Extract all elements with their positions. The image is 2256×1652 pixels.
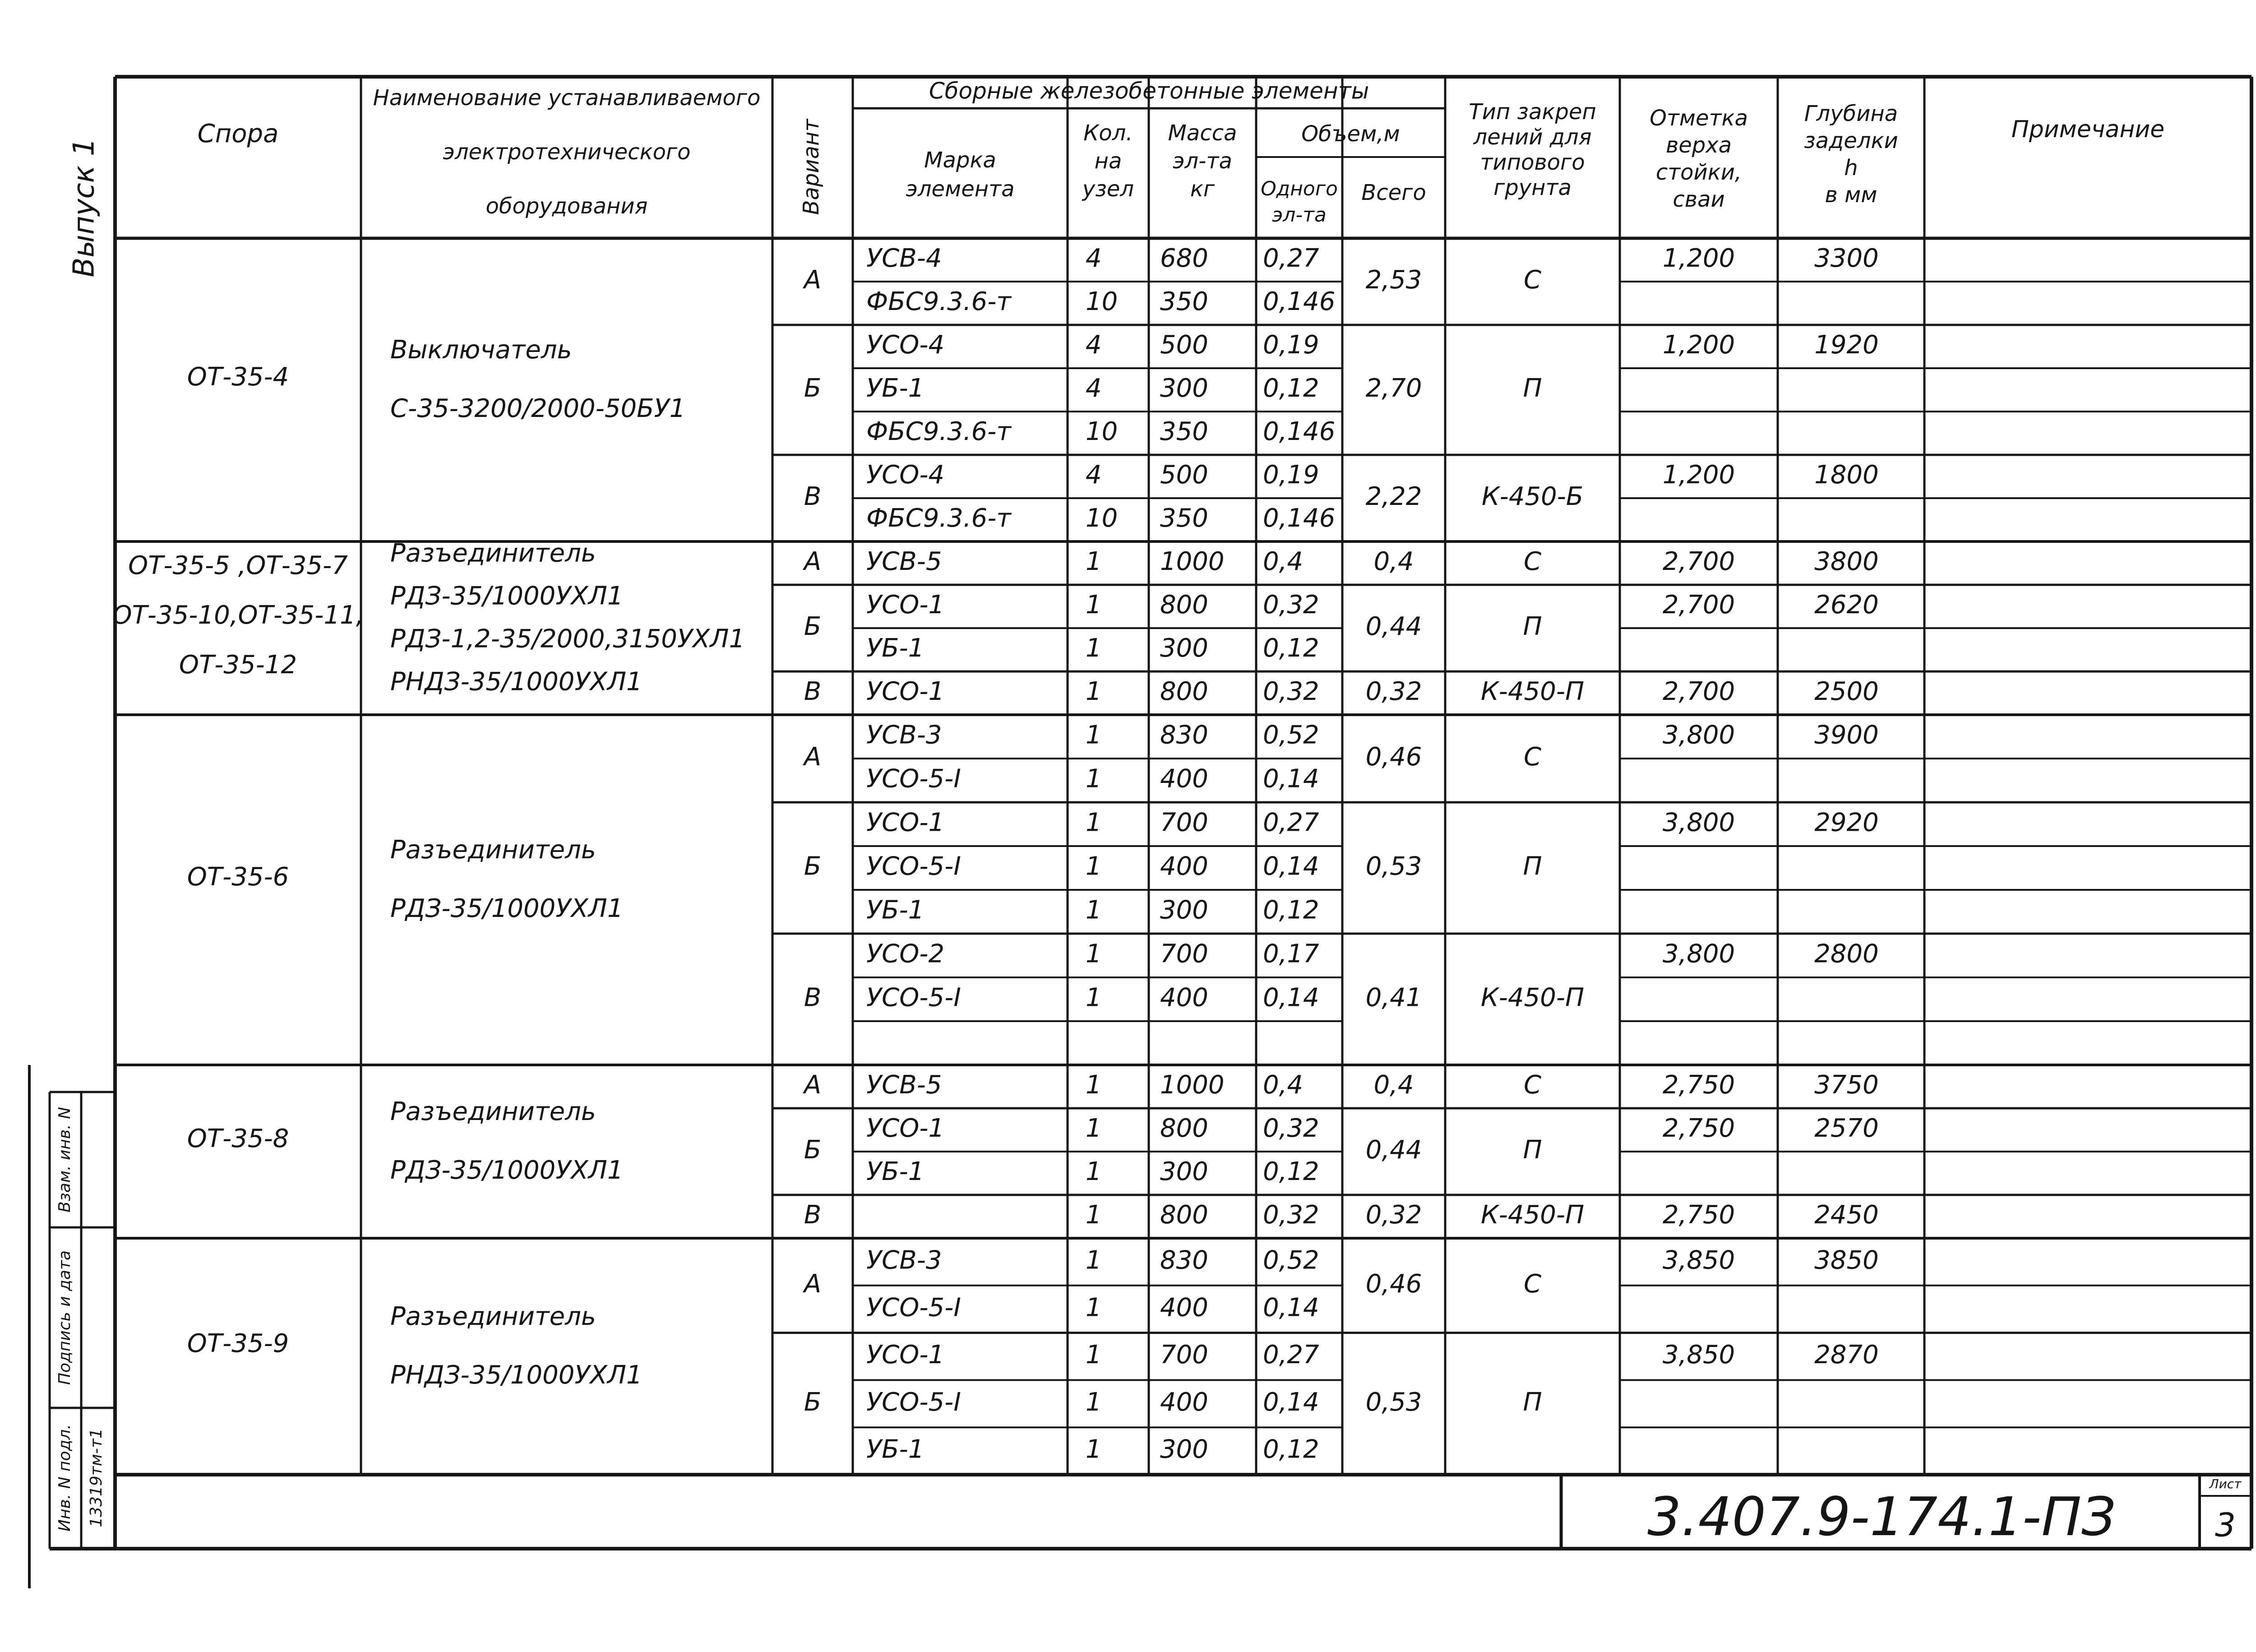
element-volume-one: 0,27 (1263, 244, 1319, 273)
equipment-name: РДЗ-35/1000УХЛ1 (390, 1156, 624, 1185)
embed-depth: 3800 (1814, 547, 1879, 577)
equipment-name: РНДЗ-35/1000УХЛ1 (390, 667, 643, 697)
top-mark: 1,200 (1662, 460, 1735, 490)
element-mark: УСО-4 (866, 460, 945, 490)
element-mass: 830 (1160, 1245, 1208, 1275)
volume-total: 0,44 (1365, 1135, 1422, 1165)
element-mark: УСО-1 (866, 808, 945, 838)
element-volume-one: 0,146 (1263, 504, 1336, 533)
equipment-name: Разъединитель (390, 835, 596, 865)
fix-type: К-450-П (1480, 983, 1585, 1013)
embed-depth: 2620 (1814, 590, 1879, 620)
element-volume-one: 0,12 (1263, 1435, 1319, 1464)
support-name: ОТ-35-4 (187, 362, 289, 392)
element-mark: УСО-5-I (866, 851, 961, 881)
element-mark: ФБС9.3.6-т (866, 287, 1012, 317)
variant-letter: Б (804, 1135, 822, 1165)
element-mark: УСО-1 (866, 1340, 945, 1370)
variant-letter: В (804, 677, 822, 707)
element-qty: 1 (1086, 1157, 1102, 1187)
element-qty: 1 (1086, 634, 1102, 663)
volume-total: 2,22 (1365, 482, 1422, 512)
header-mark: Марка (924, 148, 996, 173)
variant-letter: В (804, 1200, 822, 1230)
variant-letter: В (804, 482, 822, 512)
element-mark: УСО-1 (866, 1114, 945, 1143)
header-support: Спора (197, 119, 279, 149)
element-qty: 4 (1086, 330, 1102, 360)
element-volume-one: 0,14 (1263, 851, 1319, 881)
element-volume-one: 0,52 (1263, 720, 1319, 750)
embed-depth: 1920 (1814, 330, 1879, 360)
header-qty: на (1094, 148, 1122, 174)
equipment-name: Разъединитель (390, 1302, 596, 1332)
header-top-mark: верха (1665, 133, 1732, 158)
element-volume-one: 0,14 (1263, 764, 1319, 794)
table-grid (29, 77, 2251, 1588)
element-volume-one: 0,146 (1263, 417, 1336, 447)
variant-letter: А (804, 265, 822, 295)
header-mass: кг (1190, 176, 1215, 202)
element-qty: 1 (1086, 720, 1102, 750)
header-qty: Кол. (1083, 120, 1133, 146)
header-fix-type: Тип закреп (1469, 99, 1596, 125)
equipment-name: С-35-3200/2000-50БУ1 (390, 394, 686, 424)
element-mark: УСО-5-I (866, 1293, 961, 1323)
header-qty: узел (1082, 176, 1134, 202)
support-name: ОТ-35-8 (187, 1124, 289, 1154)
variant-letter: А (804, 547, 822, 577)
element-qty: 4 (1086, 244, 1102, 273)
top-mark: 2,750 (1662, 1200, 1735, 1230)
stamp-inventory-no: 13319тм-т1 (87, 1428, 106, 1527)
element-volume-one: 0,146 (1263, 287, 1336, 317)
header-depth: заделки (1804, 128, 1898, 153)
top-mark: 3,850 (1662, 1245, 1735, 1275)
element-mass: 400 (1160, 983, 1208, 1013)
element-qty: 1 (1086, 1070, 1102, 1100)
header-top-mark: стойки, (1655, 160, 1742, 185)
element-volume-one: 0,14 (1263, 1387, 1319, 1417)
document-code: 3.407.9-174.1-ПЗ (1647, 1485, 2116, 1548)
stamp-signature-date: Подпись и дата (55, 1250, 74, 1385)
header-depth: h (1844, 155, 1858, 180)
header-equipment: электротехнического (443, 139, 691, 165)
element-qty: 1 (1086, 1114, 1102, 1143)
element-volume-one: 0,19 (1263, 460, 1319, 490)
issue-label: Выпуск 1 (67, 138, 101, 278)
element-volume-one: 0,32 (1263, 1114, 1319, 1143)
element-qty: 1 (1086, 895, 1102, 925)
element-qty: 1 (1086, 547, 1102, 577)
element-mark: УСВ-3 (866, 720, 942, 750)
element-volume-one: 0,52 (1263, 1245, 1319, 1275)
element-qty: 4 (1086, 460, 1102, 490)
volume-total: 0,32 (1365, 677, 1422, 707)
element-mark: УСО-1 (866, 590, 945, 620)
element-mass: 800 (1160, 677, 1208, 707)
fix-type: К-450-П (1480, 677, 1585, 707)
fix-type: С (1523, 742, 1542, 772)
equipment-name: РДЗ-35/1000УХЛ1 (390, 581, 624, 611)
header-depth: в мм (1825, 182, 1877, 208)
element-mark: УСО-5-I (866, 764, 961, 794)
top-mark: 1,200 (1662, 330, 1735, 360)
element-mass: 700 (1160, 808, 1208, 838)
equipment-name: РДЗ-35/1000УХЛ1 (390, 894, 624, 924)
volume-total: 0,46 (1365, 1269, 1422, 1299)
fix-type: П (1523, 612, 1542, 642)
element-mark: УСВ-4 (866, 244, 942, 273)
element-volume-one: 0,32 (1263, 677, 1319, 707)
element-volume-one: 0,17 (1263, 939, 1319, 969)
element-mass: 300 (1160, 1157, 1208, 1187)
element-qty: 1 (1086, 590, 1102, 620)
element-qty: 10 (1086, 417, 1118, 447)
variant-letter: Б (804, 851, 822, 881)
element-volume-one: 0,12 (1263, 374, 1319, 403)
element-mass: 350 (1160, 287, 1208, 317)
element-volume-one: 0,19 (1263, 330, 1319, 360)
element-mass: 800 (1160, 1114, 1208, 1143)
variant-letter: В (804, 983, 822, 1013)
support-name: ОТ-35-12 (179, 650, 297, 680)
volume-total: 2,70 (1365, 374, 1422, 403)
variant-letter: А (804, 742, 822, 772)
fix-type: К-450-Б (1481, 482, 1584, 512)
element-mass: 800 (1160, 590, 1208, 620)
element-mark: УБ-1 (866, 1157, 925, 1187)
element-volume-one: 0,14 (1263, 1293, 1319, 1323)
element-volume-one: 0,14 (1263, 983, 1319, 1013)
top-mark: 2,700 (1662, 547, 1735, 577)
element-mark: УБ-1 (866, 374, 925, 403)
element-mark: УБ-1 (866, 895, 925, 925)
header-top-mark: Отметка (1650, 106, 1748, 131)
header-equipment: Наименование устанавливаемого (373, 85, 761, 111)
fix-type: П (1523, 851, 1542, 881)
header-equipment: оборудования (485, 194, 648, 219)
stamp-original-inv: Инв. N подл. (55, 1424, 74, 1532)
fix-type: К-450-П (1480, 1200, 1585, 1230)
variant-letter: А (804, 1269, 822, 1299)
element-mass: 350 (1160, 504, 1208, 533)
element-qty: 1 (1086, 1435, 1102, 1464)
top-mark: 2,750 (1662, 1070, 1735, 1100)
top-mark: 1,200 (1662, 244, 1735, 273)
embed-depth: 3850 (1814, 1245, 1879, 1275)
element-qty: 1 (1086, 1387, 1102, 1417)
top-mark: 2,750 (1662, 1114, 1735, 1143)
element-mark: УСВ-3 (866, 1245, 942, 1275)
volume-total: 0,53 (1365, 851, 1422, 881)
element-qty: 1 (1086, 1245, 1102, 1275)
element-qty: 1 (1086, 851, 1102, 881)
element-mark: УСО-2 (866, 939, 945, 969)
element-mass: 500 (1160, 330, 1208, 360)
header-mass: Масса (1168, 120, 1237, 146)
volume-total: 0,46 (1365, 742, 1422, 772)
top-mark: 3,800 (1662, 939, 1735, 969)
element-mark: УСВ-5 (866, 547, 942, 577)
element-mark: УСО-1 (866, 677, 945, 707)
element-mark: УБ-1 (866, 634, 925, 663)
element-mark: УСВ-5 (866, 1070, 942, 1100)
volume-total: 0,44 (1365, 612, 1422, 642)
element-volume-one: 0,12 (1263, 634, 1319, 663)
element-volume-one: 0,32 (1263, 590, 1319, 620)
element-mark: ФБС9.3.6-т (866, 504, 1012, 533)
header-volume-total: Всего (1361, 180, 1426, 205)
element-mark: УСО-5-I (866, 983, 961, 1013)
element-volume-one: 0,32 (1263, 1200, 1319, 1230)
element-mass: 1000 (1160, 547, 1225, 577)
header-mark: элемента (906, 176, 1015, 202)
variant-letter: Б (804, 374, 822, 403)
element-qty: 4 (1086, 374, 1102, 403)
stamp-replace-inv: Взам. инв. N (55, 1107, 74, 1212)
element-qty: 1 (1086, 1200, 1102, 1230)
element-mass: 350 (1160, 417, 1208, 447)
volume-total: 0,32 (1365, 1200, 1422, 1230)
element-mass: 300 (1160, 895, 1208, 925)
volume-total: 2,53 (1365, 265, 1422, 295)
element-mass: 400 (1160, 851, 1208, 881)
element-mass: 300 (1160, 374, 1208, 403)
equipment-name: Выключатель (390, 335, 572, 365)
element-mark: УБ-1 (866, 1435, 925, 1464)
header-fix-type: лений для (1473, 125, 1592, 150)
element-qty: 1 (1086, 677, 1102, 707)
embed-depth: 2800 (1814, 939, 1879, 969)
embed-depth: 2920 (1814, 808, 1879, 838)
fix-type: П (1523, 374, 1542, 403)
fix-type: С (1523, 1070, 1542, 1100)
variant-letter: Б (804, 612, 822, 642)
top-mark: 3,850 (1662, 1340, 1735, 1370)
top-mark: 3,800 (1662, 720, 1735, 750)
volume-total: 0,4 (1373, 1070, 1414, 1100)
embed-depth: 2870 (1814, 1340, 1879, 1370)
element-volume-one: 0,12 (1263, 895, 1319, 925)
element-mark: УСО-5-I (866, 1387, 961, 1417)
embed-depth: 3300 (1814, 244, 1879, 273)
element-qty: 1 (1086, 939, 1102, 969)
element-mass: 800 (1160, 1200, 1208, 1230)
variant-letter: Б (804, 1387, 822, 1417)
fix-type: С (1523, 1269, 1542, 1299)
fix-type: П (1523, 1135, 1542, 1165)
fix-type: П (1523, 1387, 1542, 1417)
element-mass: 680 (1160, 244, 1208, 273)
fix-type: С (1523, 547, 1542, 577)
element-mark: УСО-4 (866, 330, 945, 360)
element-qty: 10 (1086, 504, 1118, 533)
equipment-name: РДЗ-1,2-35/2000,3150УХЛ1 (390, 624, 745, 654)
support-name: ОТ-35-9 (187, 1329, 289, 1359)
fix-type: С (1523, 265, 1542, 295)
element-qty: 1 (1086, 1340, 1102, 1370)
support-name: ОТ-35-10,ОТ-35-11, (112, 601, 364, 630)
sheet-label: Лист (2209, 1476, 2242, 1491)
element-volume-one: 0,4 (1263, 1070, 1304, 1100)
sheet-number: 3 (2215, 1506, 2236, 1544)
element-mass: 700 (1160, 939, 1208, 969)
top-mark: 2,700 (1662, 590, 1735, 620)
equipment-name: Разъединитель (390, 538, 596, 568)
element-mass: 500 (1160, 460, 1208, 490)
element-qty: 1 (1086, 764, 1102, 794)
element-qty: 1 (1086, 808, 1102, 838)
header-elements-group: Сборные железобетонные элементы (929, 78, 1369, 104)
embed-depth: 2450 (1814, 1200, 1879, 1230)
element-mark: ФБС9.3.6-т (866, 417, 1012, 447)
embed-depth: 3900 (1814, 720, 1879, 750)
header-fix-type: типового (1480, 150, 1585, 175)
volume-total: 0,53 (1365, 1387, 1422, 1417)
element-mass: 400 (1160, 1293, 1208, 1323)
element-volume-one: 0,27 (1263, 1340, 1319, 1370)
element-mass: 300 (1160, 1435, 1208, 1464)
top-mark: 2,700 (1662, 677, 1735, 707)
header-top-mark: сваи (1673, 187, 1725, 212)
element-mass: 1000 (1160, 1070, 1225, 1100)
embed-depth: 3750 (1814, 1070, 1879, 1100)
header-fix-type: грунта (1493, 175, 1572, 200)
element-volume-one: 0,27 (1263, 808, 1319, 838)
element-mass: 700 (1160, 1340, 1208, 1370)
header-volume-one: эл-та (1272, 204, 1327, 227)
volume-total: 0,41 (1365, 983, 1422, 1013)
element-mass: 830 (1160, 720, 1208, 750)
header-volume-group: Объем,м (1301, 121, 1400, 147)
element-mass: 400 (1160, 1387, 1208, 1417)
element-volume-one: 0,4 (1263, 547, 1304, 577)
element-mass: 400 (1160, 764, 1208, 794)
header-variant: Вариант (799, 119, 824, 215)
header-volume-one: Одного (1261, 177, 1338, 200)
element-volume-one: 0,12 (1263, 1157, 1319, 1187)
support-name: ОТ-35-6 (187, 862, 289, 892)
header-mass: эл-та (1173, 148, 1232, 174)
equipment-name: Разъединитель (390, 1097, 596, 1127)
top-mark: 3,800 (1662, 808, 1735, 838)
support-name: ОТ-35-5 ,ОТ-35-7 (128, 551, 348, 581)
element-qty: 1 (1086, 1293, 1102, 1323)
element-mass: 300 (1160, 634, 1208, 663)
embed-depth: 2500 (1814, 677, 1879, 707)
variant-letter: А (804, 1070, 822, 1100)
header-depth: Глубина (1804, 101, 1898, 126)
element-qty: 1 (1086, 983, 1102, 1013)
embed-depth: 1800 (1814, 460, 1879, 490)
element-qty: 10 (1086, 287, 1118, 317)
embed-depth: 2570 (1814, 1114, 1879, 1143)
header-note: Примечание (2011, 116, 2165, 143)
volume-total: 0,4 (1373, 547, 1414, 577)
equipment-name: РНДЗ-35/1000УХЛ1 (390, 1360, 643, 1390)
